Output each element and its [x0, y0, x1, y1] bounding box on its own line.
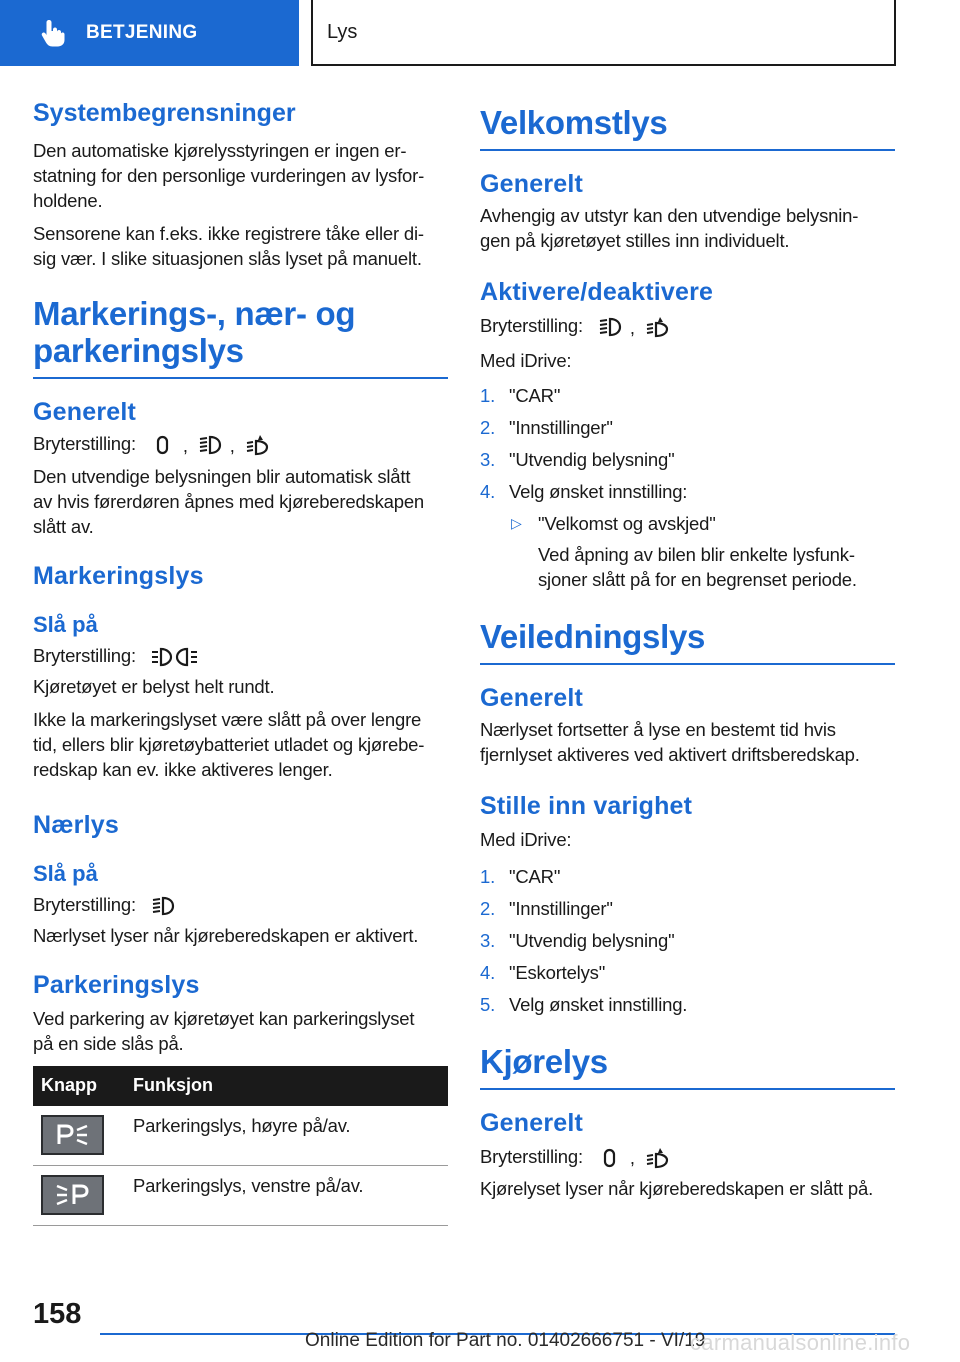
switch-label: Bryterstilling:	[33, 433, 136, 454]
main-heading-lights: Markerings-, nær- og parkeringslys	[33, 295, 448, 379]
list-item: 1. "CAR"	[480, 865, 561, 887]
page-number: 158	[33, 1298, 82, 1330]
system-limits-paragraph-2: Sensorene kan f.eks. ikke registrere tåke eller di- sig vær. I slike situasjonen slås lyset på manuelt.	[33, 223, 424, 269]
marker-switch-line	[33, 643, 448, 668]
marker-paragraph-1: Kjøretøyet er belyst helt rundt.	[33, 675, 275, 697]
activate-sub-list	[509, 511, 895, 592]
list-item: 4. Velg ønsket innstilling: ▷ "Velkomst og avskjed" Ved åpning av bilen blir enkelte lysfunk- sjoner slått på for en begrenset periode.	[480, 479, 895, 592]
list-item: 2. "Innstillinger"	[480, 897, 613, 919]
general-heading: Generelt	[33, 398, 137, 426]
switch-off-icon	[598, 1147, 622, 1169]
hand-pointer-icon	[40, 18, 66, 48]
system-limits-paragraph-1: Den automatiske kjørelysstyringen er ingen er- statning for den personlige vurderingen av lysfor- holdene.	[33, 140, 425, 211]
low-beam-paragraph: Nærlyset lyser når kjøreberedskapen er aktivert.	[33, 924, 419, 946]
guide-general-heading: Generelt	[480, 683, 584, 712]
section-tab[interactable]	[0, 0, 299, 66]
left-column	[33, 98, 448, 1226]
duration-steps-list	[480, 864, 895, 1017]
activate-heading: Aktivere/deaktivere	[480, 278, 714, 306]
page-header	[0, 0, 960, 66]
column-header-button: Knapp	[33, 1066, 125, 1106]
marker-lights-heading: Markeringslys	[33, 561, 204, 590]
low-beam-on-heading: Slå på	[33, 860, 98, 886]
sub-item-description: Ved åpning av bilen blir enkelte lysfunk- sjoner slått på for en begrenset periode.	[538, 543, 857, 590]
list-item: 2. "Innstillinger"	[480, 416, 613, 438]
low-beam-switch-line	[33, 892, 448, 917]
low-beam-icon	[598, 316, 622, 338]
table-row	[33, 1166, 448, 1226]
chapter-label: Lys	[327, 20, 358, 43]
low-beam-icon	[198, 434, 222, 456]
list-item: 3. "Utvendig belysning"	[480, 929, 675, 951]
parking-light-left-button[interactable]	[41, 1175, 104, 1215]
welcome-general-heading: Generelt	[480, 170, 584, 198]
marker-on-heading: Slå på	[33, 611, 98, 637]
parking-light-left-icon	[53, 1182, 93, 1208]
activate-steps-list	[480, 383, 895, 592]
switch-label: Bryterstilling:	[33, 644, 136, 666]
section-label: BETJENING	[86, 22, 198, 43]
guide-general-paragraph: Nærlyset fortsetter å lyse en bestemt tid hvis fjernlyset aktiveres ved aktivert driftsberedskap.	[480, 718, 860, 765]
auto-light-icon	[645, 316, 669, 338]
table-row	[33, 1106, 448, 1166]
general-paragraph: Den utvendige belysningen blir automatisk slått av hvis førerdøren åpnes med kjøreberedskapen slått av.	[33, 465, 424, 537]
activate-idrive-label: Med iDrive:	[480, 349, 572, 371]
table-cell-function: Parkeringslys, høyre på/av.	[125, 1106, 448, 1166]
list-item: 5. Velg ønsket innstilling.	[480, 993, 688, 1015]
low-beam-icon	[151, 895, 175, 917]
switch-label: Bryterstilling:	[480, 315, 583, 336]
low-beam-heading: Nærlys	[33, 810, 119, 839]
system-limits-heading: Systembegrensninger	[33, 99, 296, 127]
list-item: 1. "CAR"	[480, 384, 561, 406]
daytime-switch-line: Bryterstilling: ,	[480, 1144, 895, 1171]
list-item: 4. "Eskortelys"	[480, 961, 606, 983]
parking-paragraph: Ved parkering av kjøretøyet kan parkeringslyset på en side slås på.	[33, 1007, 415, 1054]
parking-lights-heading: Parkeringslys	[33, 970, 200, 999]
watermark: carmanualsonline.info	[690, 1330, 911, 1355]
table-header-row	[33, 1066, 448, 1106]
auto-light-icon	[245, 434, 269, 456]
daytime-light-heading: Kjørelys	[480, 1043, 895, 1090]
parking-light-right-icon	[53, 1122, 93, 1148]
general-switch-line: Bryterstilling: , ,	[33, 431, 448, 458]
daytime-general-heading: Generelt	[480, 1108, 584, 1137]
switch-off-icon	[151, 434, 175, 456]
footer-edition: Online Edition for Part no. 01402666751 - VI/19	[305, 1330, 706, 1351]
welcome-light-heading: Velkomstlys	[480, 104, 895, 151]
marker-paragraph-2: Ikke la markeringslyset være slått på over lengre tid, ellers blir kjøretøybatteriet utladet og kjørebe- redskap kan ev. ikke aktiveres lenger.	[33, 708, 425, 780]
switch-label: Bryterstilling:	[33, 893, 136, 915]
table-cell-button	[33, 1166, 125, 1226]
side-marker-lights-icon	[151, 646, 199, 668]
table-cell-button	[33, 1106, 125, 1166]
right-column	[480, 98, 895, 1201]
triangle-bullet-icon: ▷	[511, 514, 522, 531]
chapter-tab[interactable]	[311, 0, 896, 66]
duration-heading: Stille inn varighet	[480, 791, 693, 820]
auto-light-icon	[645, 1147, 669, 1169]
column-header-function: Funksjon	[125, 1066, 448, 1106]
switch-label: Bryterstilling:	[480, 1145, 583, 1167]
parking-light-right-button[interactable]	[41, 1115, 104, 1155]
parking-lights-table	[33, 1066, 448, 1227]
guide-light-heading: Veiledningslys	[480, 618, 895, 665]
welcome-general-paragraph: Avhengig av utstyr kan den utvendige belysnin- gen på kjøretøyet stilles inn individuelt.	[480, 205, 859, 251]
activate-switch-line: Bryterstilling: ,	[480, 313, 895, 340]
duration-idrive-label: Med iDrive:	[480, 828, 572, 850]
sub-list-item: ▷ "Velkomst og avskjed" Ved åpning av bilen blir enkelte lysfunk- sjoner slått på for en begrenset periode.	[509, 511, 895, 592]
list-item: 3. "Utvendig belysning"	[480, 448, 675, 470]
table-cell-function: Parkeringslys, venstre på/av.	[125, 1166, 448, 1226]
daytime-paragraph: Kjørelyset lyser når kjøreberedskapen er slått på.	[480, 1178, 874, 1200]
